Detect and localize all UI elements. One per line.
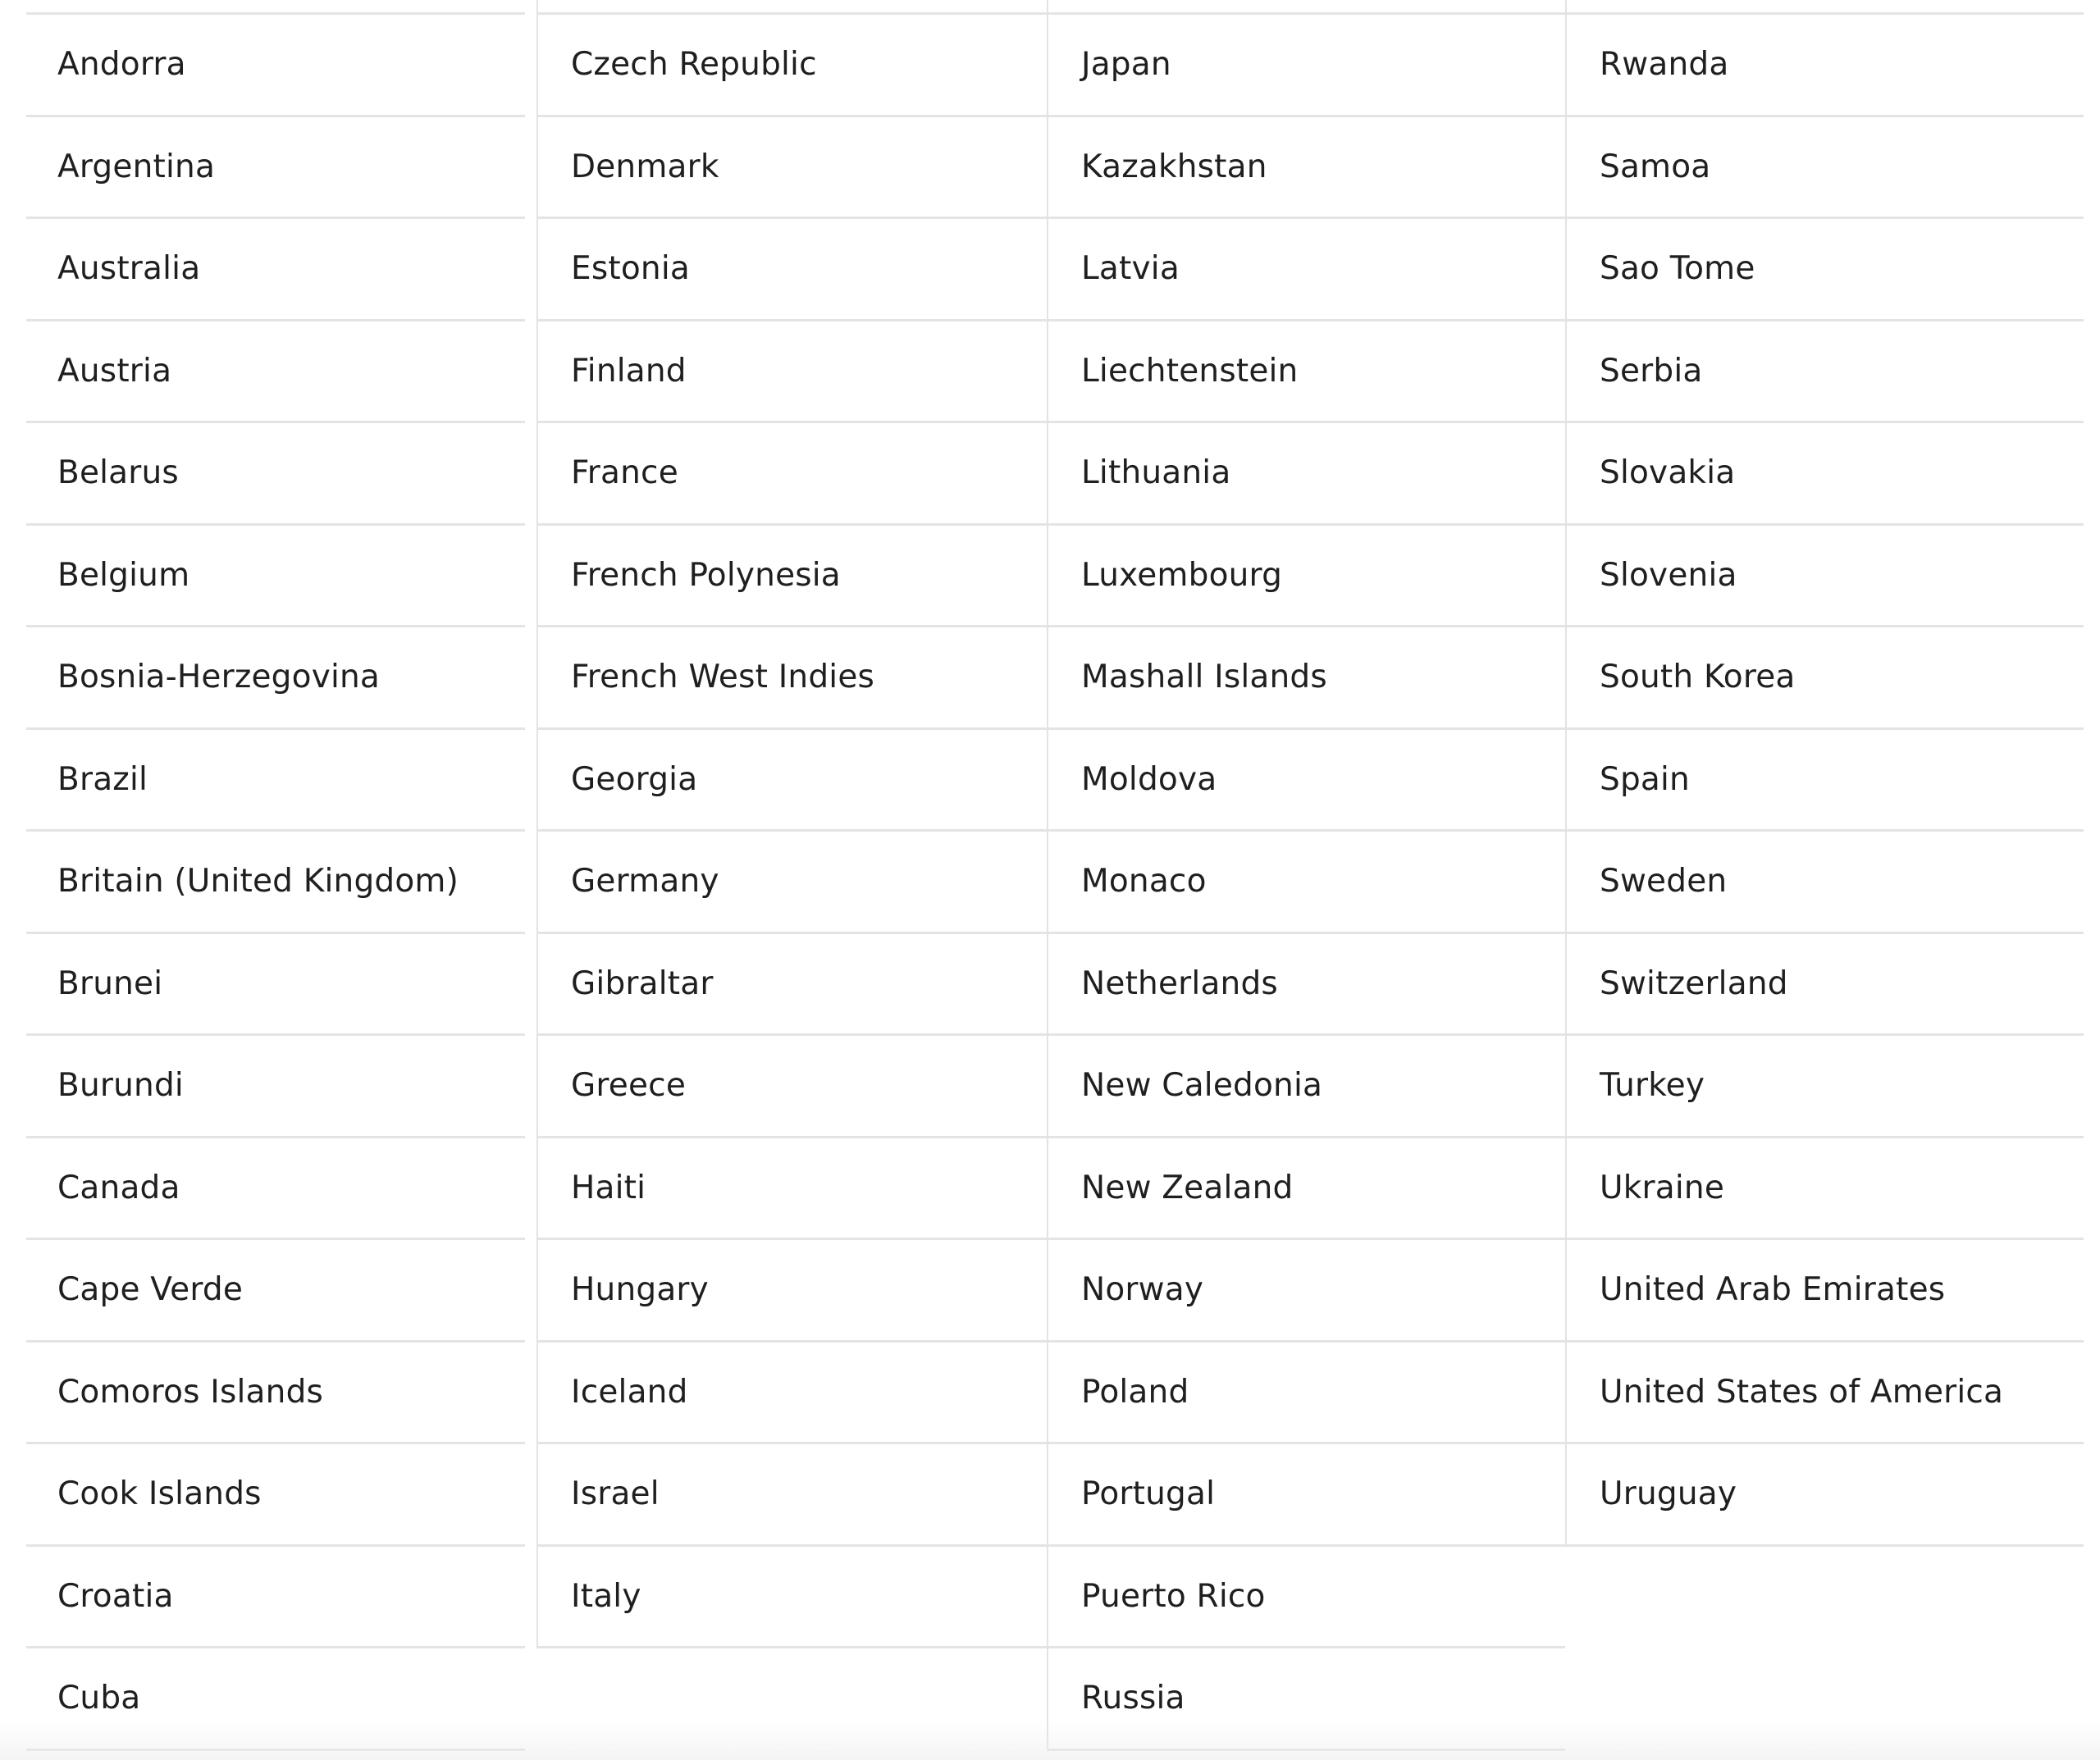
country-item[interactable]: Comoros Islands <box>26 1343 525 1445</box>
country-item[interactable]: Burundi <box>26 1036 525 1138</box>
country-item[interactable]: France <box>538 423 1047 526</box>
country-item[interactable]: South Korea <box>1567 627 2084 730</box>
column-top-divider <box>538 0 1047 15</box>
country-item[interactable]: Netherlands <box>1048 934 1565 1037</box>
country-item[interactable]: Spain <box>1567 730 2084 832</box>
country-item[interactable]: Cuba <box>26 1648 525 1751</box>
country-column-4 <box>1565 0 2084 1547</box>
country-item[interactable]: Argentina <box>26 117 525 220</box>
country-item[interactable]: Finland <box>538 321 1047 424</box>
country-item[interactable]: Sweden <box>1567 832 2084 934</box>
country-item[interactable]: Kazakhstan <box>1048 117 1565 220</box>
country-item[interactable]: New Zealand <box>1048 1138 1565 1241</box>
country-item[interactable]: Italy <box>538 1547 1047 1649</box>
country-item[interactable]: Brazil <box>26 730 525 832</box>
country-item[interactable]: Israel <box>538 1444 1047 1547</box>
country-item[interactable]: United Arab Emirates <box>1567 1240 2084 1343</box>
country-item[interactable]: United States of America <box>1567 1343 2084 1445</box>
country-item[interactable]: Switzerland <box>1567 934 2084 1037</box>
country-item[interactable]: Portugal <box>1048 1444 1565 1547</box>
country-item[interactable]: French Polynesia <box>538 526 1047 628</box>
country-column-3 <box>1047 0 1565 1751</box>
country-item[interactable]: Cook Islands <box>26 1444 525 1547</box>
country-item[interactable]: Haiti <box>538 1138 1047 1241</box>
country-item[interactable]: Mashall Islands <box>1048 627 1565 730</box>
country-item[interactable]: Monaco <box>1048 832 1565 934</box>
country-item[interactable]: Latvia <box>1048 219 1565 321</box>
country-item[interactable]: Denmark <box>538 117 1047 220</box>
country-column-1 <box>26 0 525 1751</box>
column-top-divider <box>26 0 525 15</box>
country-item[interactable]: Brunei <box>26 934 525 1037</box>
country-item[interactable]: Croatia <box>26 1547 525 1649</box>
country-item[interactable]: Poland <box>1048 1343 1565 1445</box>
column-top-divider <box>1048 0 1565 15</box>
country-item[interactable]: Czech Republic <box>538 15 1047 117</box>
country-item[interactable]: Australia <box>26 219 525 321</box>
country-item[interactable]: Rwanda <box>1567 15 2084 117</box>
country-item[interactable]: Slovenia <box>1567 526 2084 628</box>
country-item[interactable]: Japan <box>1048 15 1565 117</box>
country-item[interactable]: Hungary <box>538 1240 1047 1343</box>
country-item[interactable]: Lithuania <box>1048 423 1565 526</box>
country-item[interactable]: Turkey <box>1567 1036 2084 1138</box>
country-item[interactable]: Belarus <box>26 423 525 526</box>
country-item[interactable]: Greece <box>538 1036 1047 1138</box>
country-item[interactable]: Britain (United Kingdom) <box>26 832 525 934</box>
country-item[interactable]: Austria <box>26 321 525 424</box>
country-item[interactable]: Uruguay <box>1567 1444 2084 1547</box>
country-item[interactable]: Germany <box>538 832 1047 934</box>
country-item[interactable]: Estonia <box>538 219 1047 321</box>
country-item[interactable]: Moldova <box>1048 730 1565 832</box>
country-item[interactable]: Sao Tome <box>1567 219 2084 321</box>
country-item[interactable]: Slovakia <box>1567 423 2084 526</box>
country-item[interactable]: Norway <box>1048 1240 1565 1343</box>
country-item[interactable]: Gibraltar <box>538 934 1047 1037</box>
country-item[interactable]: New Caledonia <box>1048 1036 1565 1138</box>
country-item[interactable]: Liechtenstein <box>1048 321 1565 424</box>
country-item[interactable]: Luxembourg <box>1048 526 1565 628</box>
column-top-divider <box>1567 0 2084 15</box>
country-item[interactable]: Russia <box>1048 1648 1565 1751</box>
country-column-2 <box>536 0 1047 1648</box>
country-item[interactable]: Samoa <box>1567 117 2084 220</box>
country-item[interactable]: Canada <box>26 1138 525 1241</box>
country-item[interactable]: Andorra <box>26 15 525 117</box>
country-item[interactable]: Ukraine <box>1567 1138 2084 1241</box>
country-item[interactable]: Iceland <box>538 1343 1047 1445</box>
country-item[interactable]: Bosnia-Herzegovina <box>26 627 525 730</box>
country-item[interactable]: Cape Verde <box>26 1240 525 1343</box>
country-item[interactable]: Serbia <box>1567 321 2084 424</box>
country-item[interactable]: Puerto Rico <box>1048 1547 1565 1649</box>
country-item[interactable]: Georgia <box>538 730 1047 832</box>
country-item[interactable]: Belgium <box>26 526 525 628</box>
country-item[interactable]: French West Indies <box>538 627 1047 730</box>
